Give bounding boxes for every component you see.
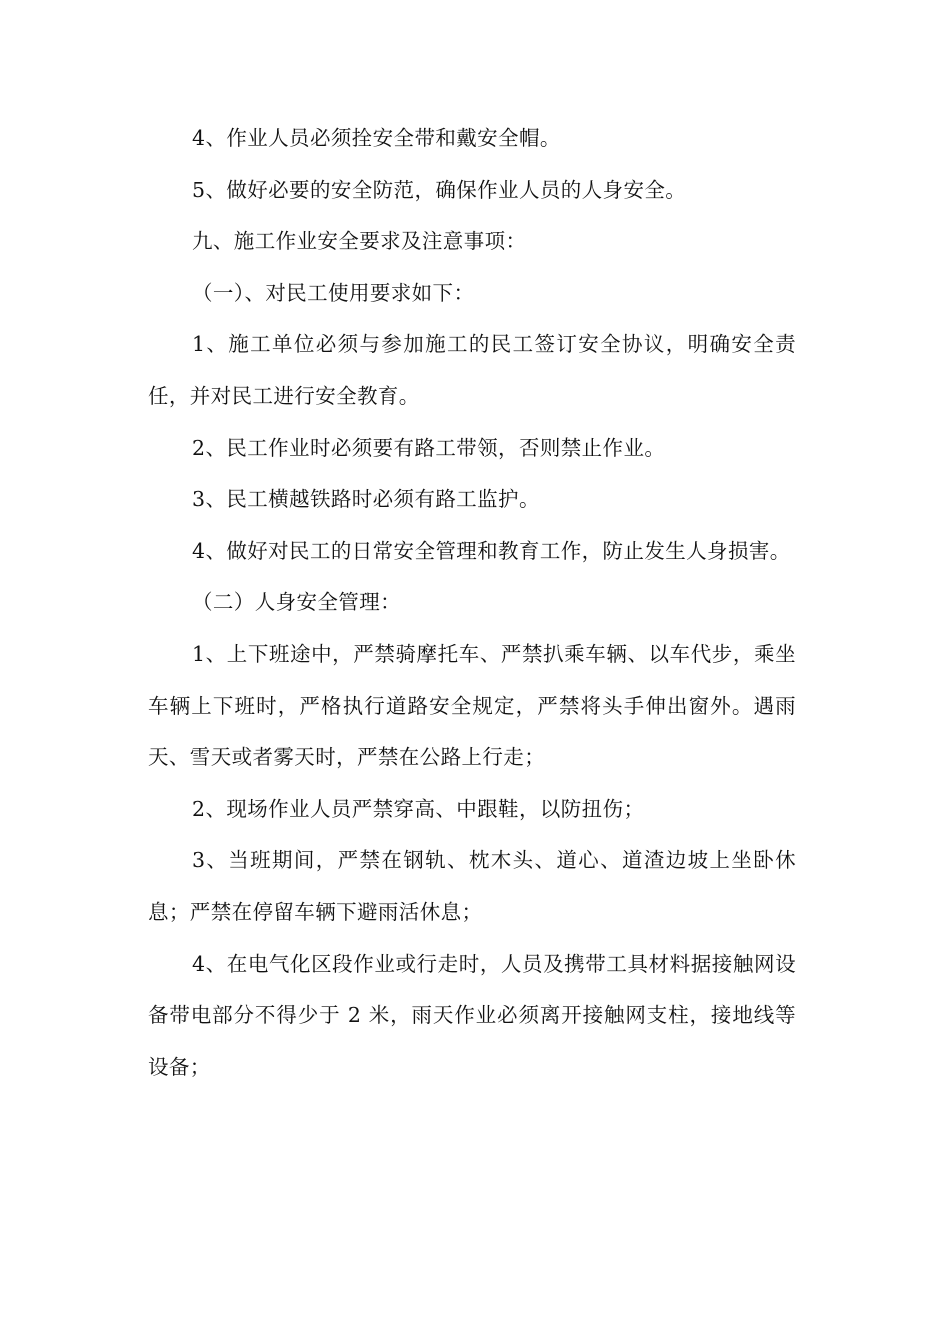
- paragraph-commute-safety: 1、上下班途中，严禁骑摩托车、严禁扒乘车辆、以车代步，乘坐车辆上下班时，严格执行道路安全规定，严禁将头手伸出窗外。遇雨天、雪天或者雾天时，严禁在公路上行走；: [148, 641, 796, 770]
- paragraph-safety-protection: 5、做好必要的安全防范，确保作业人员的人身安全。: [192, 177, 687, 202]
- paragraph-electrified-section: 4、在电气化区段作业或行走时，人员及携带工具材料据接触网设备带电部分不得少于 2 米，雨天作业必须离开接触网支柱，接地线等设备；: [148, 951, 796, 1079]
- paragraph-railway-crossing: 3、民工横越铁路时必须有路工监护。: [192, 487, 540, 512]
- subsection-heading-migrant-workers: （一）、对民工使用要求如下：: [192, 280, 475, 305]
- paragraph-safety-belt-helmet: 4、作业人员必须拴安全带和戴安全帽。: [192, 126, 561, 150]
- section-heading-construction-safety: 九、施工作业安全要求及注意事项：: [192, 229, 527, 254]
- subsection-heading-personal-safety: （二）人身安全管理：: [192, 590, 401, 615]
- paragraph-safety-agreement: 1、施工单位必须与参加施工的民工签订安全协议，明确安全责任，并对民工进行安全教育。: [148, 332, 796, 408]
- paragraph-work-supervision: 2、民工作业时必须要有路工带领，否则禁止作业。: [192, 435, 666, 460]
- paragraph-daily-management: 4、做好对民工的日常安全管理和教育工作，防止发生人身损害。: [192, 538, 791, 563]
- document-body: [148, 113, 796, 1093]
- paragraph-footwear: 2、现场作业人员严禁穿高、中跟鞋，以防扭伤；: [192, 796, 645, 821]
- paragraph-rest-restrictions: 3、当班期间，严禁在钢轨、枕木头、道心、道渣边坡上坐卧休息；严禁在停留车辆下避雨活休息；: [148, 848, 796, 924]
